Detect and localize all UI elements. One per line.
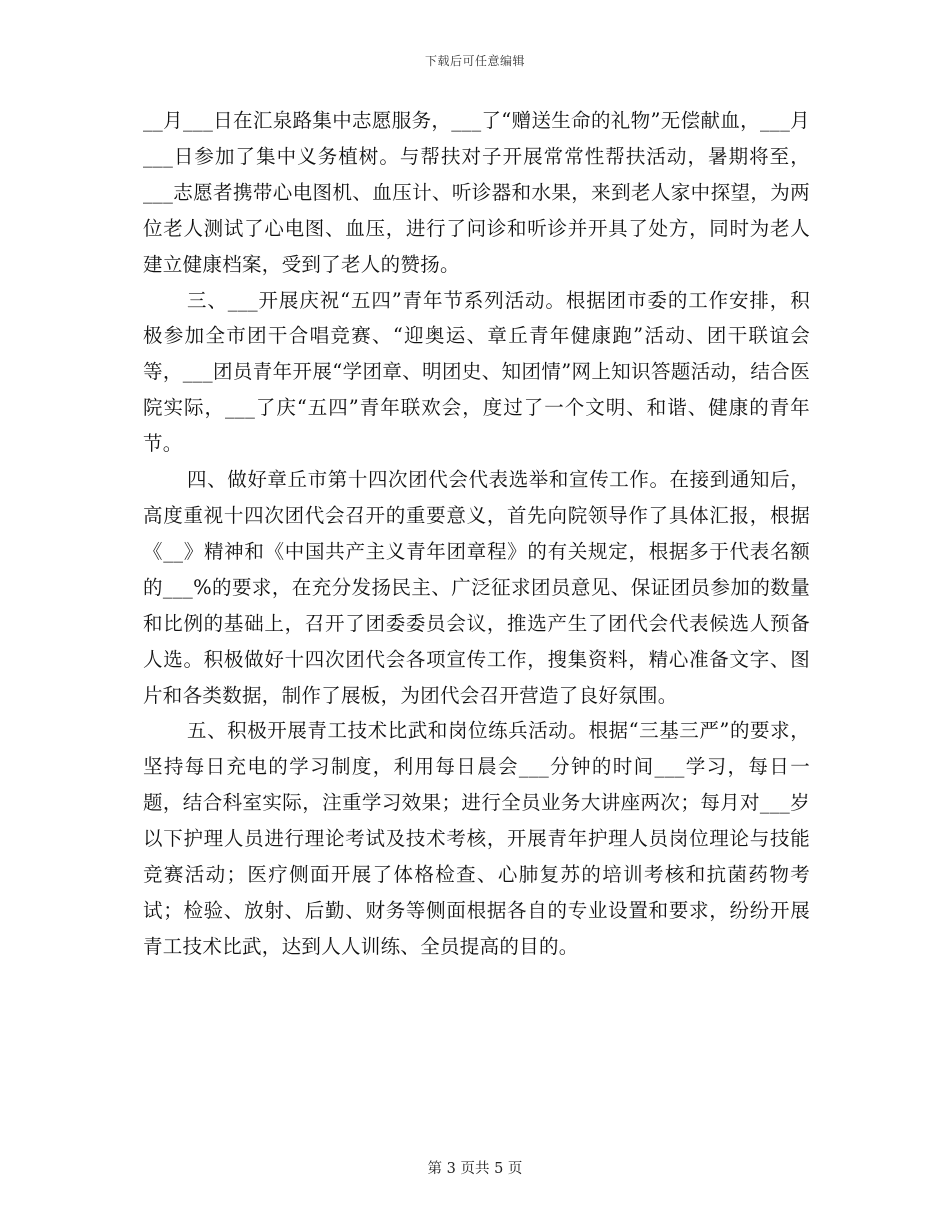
- paragraph-section-five: 五、积极开展青工技术比武和岗位练兵活动。根据“三基三严”的要求，坚持每日充电的学习制度，利用每日晨会___分钟的时间___学习，每日一题，结合科室实际，注重学习效果；进行全员业务大讲座两次；每月对___岁以下护理人员进行理论考试及技术考核，开展青年护理人员岗位理论与技能竞赛活动；医疗侧面开展了体格检查、心肺复苏的培训考核和抗菌药物考试；检验、放射、后勤、财务等侧面根据各自的专业设置和要求，纷纷开展青工技术比武，达到人人训练、全员提高的目的。: [143, 719, 810, 958]
- page-number: 第 3 页共 5 页: [427, 1161, 523, 1177]
- paragraph-section-four: 四、做好章丘市第十四次团代会代表选举和宣传工作。在接到通知后，高度重视十四次团代会召开的重要意义，首先向院领导作了具体汇报，根据《__》精神和《中国共产主义青年团章程》的有关规定，根据多于代表名额的___%的要求，在充分发扬民主、广泛征求团员意见、保证团员参加的数量和比例的基础上，召开了团委委员会议，推选产生了团代会代表候选人预备人选。积极做好十四次团代会各项宣传工作，搜集资料，精心准备文字、图片和各类数据，制作了展板，为团代会召开营造了良好氛围。: [143, 468, 810, 707]
- paragraph-section-three: 三、___开展庆祝“五四”青年节系列活动。根据团市委的工作安排，积极参加全市团干合唱竞赛、“迎奥运、章丘青年健康跑”活动、团干联谊会等，___团员青年开展“学团章、明团史、知团情”网上知识答题活动，结合医院实际，___了庆“五四”青年联欢会，度过了一个文明、和谐、健康的青年节。: [143, 288, 810, 456]
- document-body: [143, 103, 810, 965]
- page-header: 下载后可任意编辑: [424, 54, 525, 68]
- paragraph-continuation: __月___日在汇泉路集中志愿服务，___了“赠送生命的礼物”无偿献血，___月___日参加了集中义务植树。与帮扶对子开展常常性帮扶活动，暑期将至，___志愿者携带心电图机、血压计、听诊器和水果，来到老人家中探望，为两位老人测试了心电图、血压，进行了问诊和听诊并开具了处方，同时为老人建立健康档案，受到了老人的赞扬。: [143, 109, 810, 276]
